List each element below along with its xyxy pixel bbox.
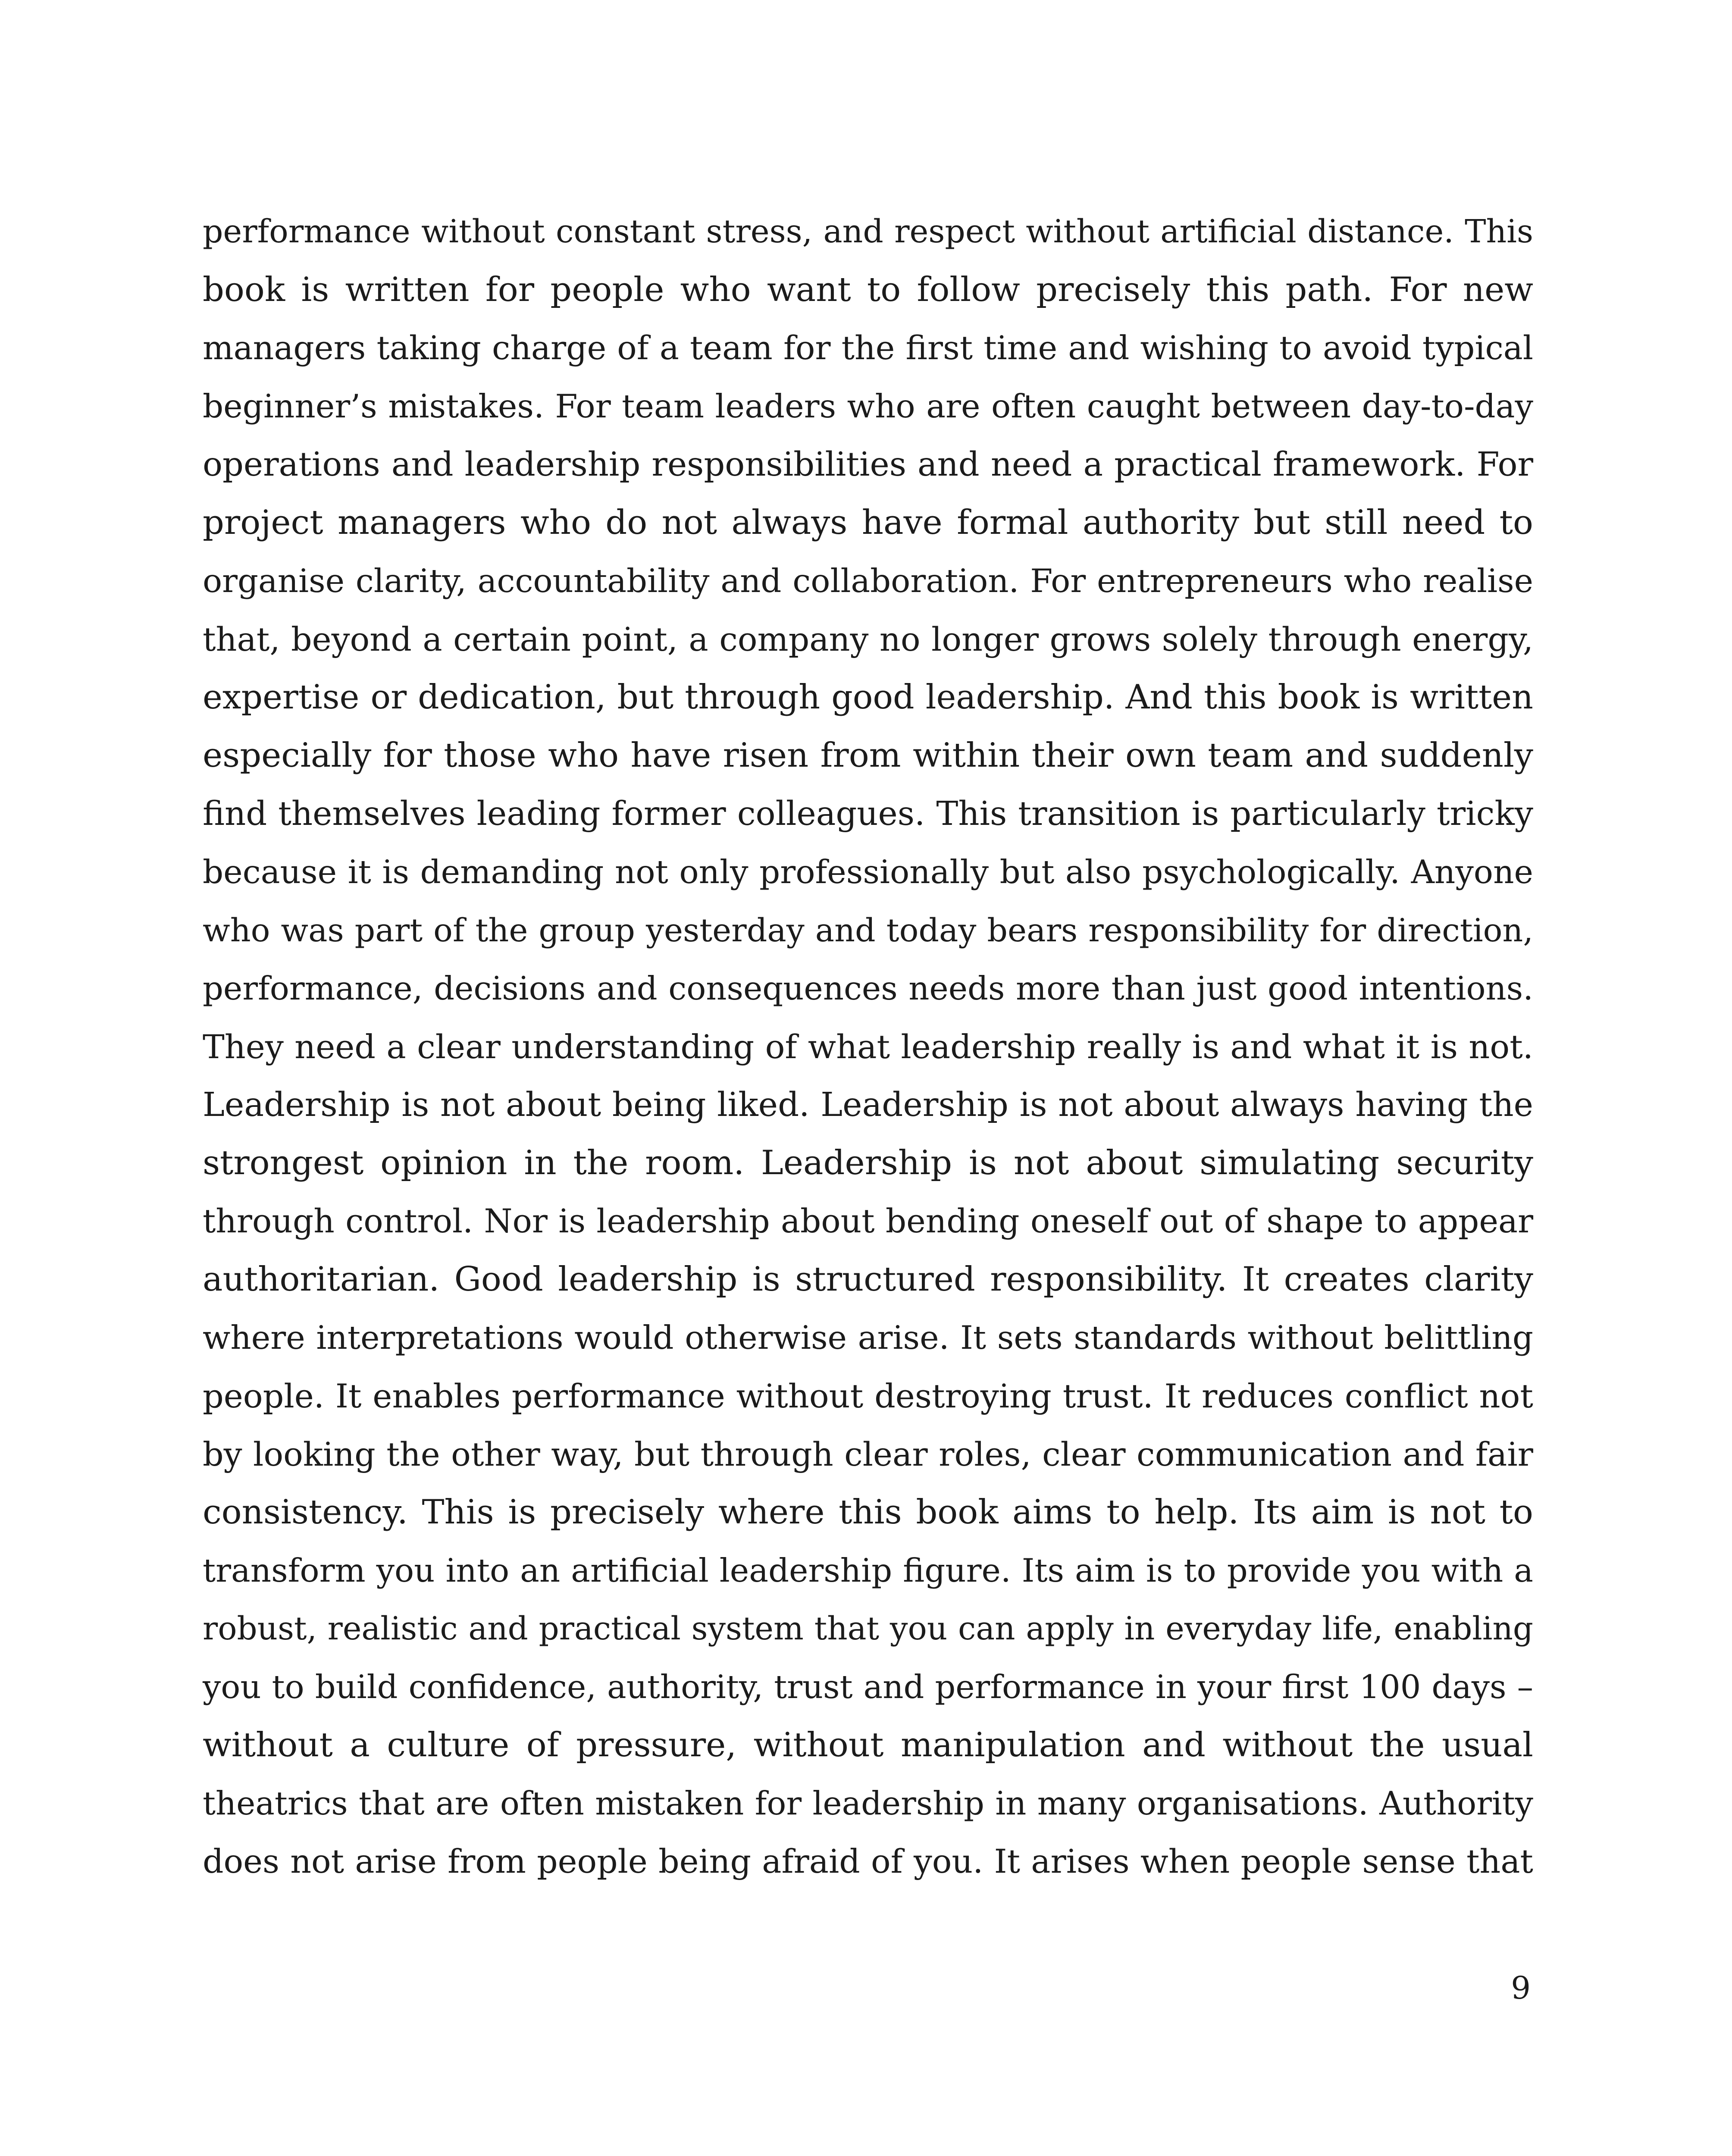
- text-line: without a culture of pressure, without manipulation and without the usual: [203, 1726, 1533, 1764]
- text-line: project managers who do not always have formal authority but still need to: [203, 503, 1533, 542]
- text-line: beginner’s mistakes. For team leaders who are often caught between day-to-day: [203, 387, 1533, 425]
- text-line: you to build confidence, authority, trust and performance in your first 100 days –: [203, 1668, 1533, 1706]
- page-number: 9: [1511, 1970, 1531, 2006]
- text-line: especially for those who have risen from within their own team and suddenly: [203, 736, 1533, 775]
- text-line: performance, decisions and consequences needs more than just good intentions.: [203, 969, 1533, 1007]
- text-line: managers taking charge of a team for the first time and wishing to avoid typical: [203, 329, 1533, 367]
- text-line: strongest opinion in the room. Leadership is not about simulating security: [203, 1144, 1533, 1182]
- text-line: They need a clear understanding of what leadership really is and what it is not.: [203, 1028, 1533, 1066]
- text-line: organise clarity, accountability and collaboration. For entrepreneurs who realise: [203, 562, 1533, 600]
- text-line: that, beyond a certain point, a company no longer grows solely through energy,: [203, 620, 1533, 658]
- text-line: by looking the other way, but through clear roles, clear communication and fair: [203, 1435, 1533, 1473]
- text-line: consistency. This is precisely where this book aims to help. Its aim is not to: [203, 1493, 1533, 1532]
- text-line: who was part of the group yesterday and today bears responsibility for direction,: [203, 912, 1533, 949]
- text-line: book is written for people who want to follow precisely this path. For new: [203, 270, 1533, 309]
- text-line: authoritarian. Good leadership is structured responsibility. It creates clarity: [203, 1260, 1533, 1299]
- text-line: people. It enables performance without destroying trust. It reduces conflict not: [203, 1377, 1533, 1415]
- text-line: where interpretations would otherwise arise. It sets standards without belittling: [203, 1319, 1533, 1357]
- text-line: robust, realistic and practical system that you can apply in everyday life, enabling: [203, 1611, 1533, 1647]
- text-line: through control. Nor is leadership about bending oneself out of shape to appear: [203, 1202, 1533, 1240]
- text-line: expertise or dedication, but through good leadership. And this book is written: [203, 678, 1533, 717]
- text-line: does not arise from people being afraid of you. It arises when people sense that: [203, 1843, 1533, 1880]
- body-text: [203, 203, 1533, 1891]
- text-line: find themselves leading former colleagues. This transition is particularly tricky: [203, 795, 1533, 833]
- text-line: transform you into an artificial leadership figure. Its aim is to provide you with a: [203, 1551, 1533, 1589]
- text-line: performance without constant stress, and respect without artificial distance. This: [203, 213, 1533, 250]
- text-line: theatrics that are often mistaken for leadership in many organisations. Authority: [203, 1785, 1533, 1822]
- text-line: Leadership is not about being liked. Leadership is not about always having the: [203, 1086, 1533, 1124]
- text-line: because it is demanding not only professionally but also psychologically. Anyone: [203, 853, 1533, 891]
- text-line: operations and leadership responsibilities and need a practical framework. For: [203, 445, 1533, 484]
